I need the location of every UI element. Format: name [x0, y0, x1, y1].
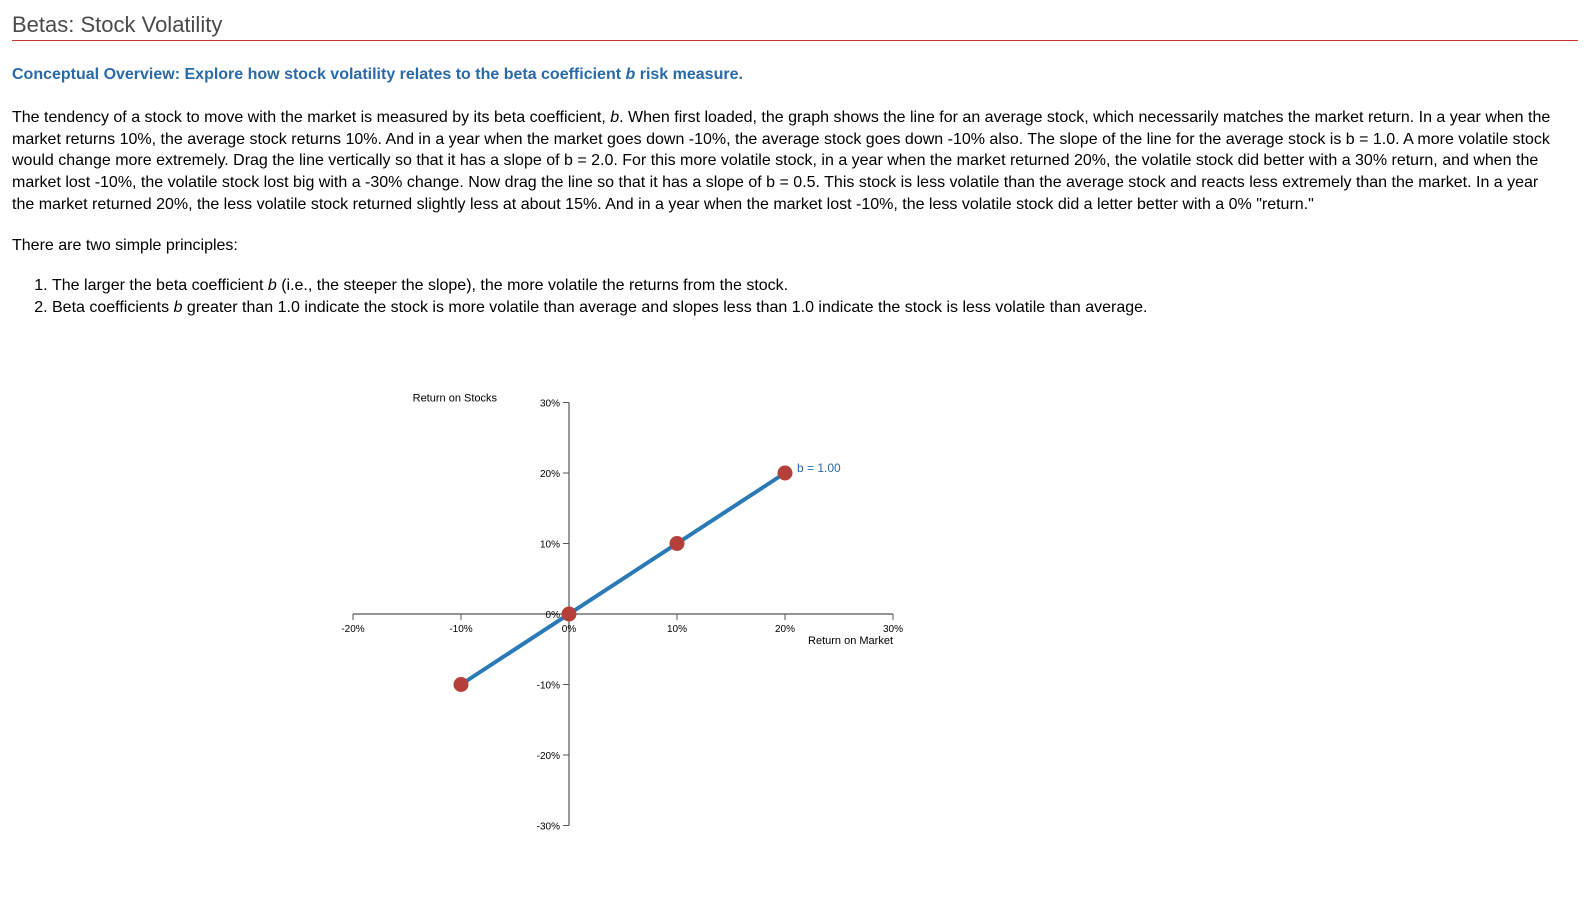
- intro-part2: . When first loaded, the graph shows the line for an average stock, which necessarily matches the market return. In a year when the market returns 10%, the average stock returns 10%. And in a year when the market goes down -10%, the average stock goes down -10% also. The slope of the line for the average stock is b = 1.0. A more volatile stock would change more extremely. Drag the line vertically so that it has a slope of b = 2.0. For this more volatile stock, in a year when the market returned 20%, the volatile stock did better with a 30% return, and when the market lost -10%, the volatile stock lost big with a -30% change. Now drag the line so that it has a slope of b = 0.5. This stock is less volatile than the average stock and reacts less extremely than the market. In a year the market returned 20%, the less volatile stock returned slightly less at about 15%. And in a year when the market lost -10%, the less volatile stock did a letter better with a 0% "return.": [12, 109, 1551, 213]
- beta-label: b = 1.00: [797, 461, 841, 475]
- axes: [341, 393, 903, 833]
- x-tick-label: 10%: [666, 624, 688, 635]
- drag-handle-point[interactable]: [562, 607, 577, 622]
- principle-before: The larger the beta coefficient: [52, 276, 268, 294]
- overview-symbol: b: [625, 66, 636, 83]
- y-tick-label: 0%: [545, 610, 560, 621]
- x-tick-label: -20%: [341, 624, 365, 635]
- x-tick-label: 0%: [561, 624, 577, 635]
- y-tick-label: -10%: [536, 680, 560, 692]
- principle-symbol: b: [267, 276, 277, 294]
- principles-lead: There are two simple principles:: [12, 236, 238, 254]
- overview-tail: risk measure.: [635, 66, 743, 83]
- drag-handle-point[interactable]: [454, 677, 469, 692]
- x-tick-label: 20%: [774, 624, 796, 635]
- y-tick-label: 10%: [539, 539, 560, 551]
- overview-lead: Conceptual Overview: Explore how stock volatility relates to the beta coefficient: [12, 66, 626, 83]
- principle-before: Beta coefficients: [52, 298, 174, 316]
- page-title: Betas: Stock Volatility: [12, 12, 1578, 41]
- y-tick-label: 30%: [539, 398, 560, 410]
- intro-symbol: b: [610, 109, 620, 126]
- drag-handle-point[interactable]: [670, 536, 685, 551]
- x-axis-title: Return on Market: [808, 635, 893, 647]
- intro-part1: The tendency of a stock to move with the market is measured by its beta coefficient,: [12, 109, 611, 126]
- beta-line[interactable]: [461, 473, 785, 685]
- drag-handle-point[interactable]: [778, 466, 793, 481]
- y-axis-title: Return on Stocks: [412, 392, 497, 405]
- x-axis-ticks: [341, 614, 903, 635]
- y-tick-label: -20%: [536, 751, 560, 762]
- principle-after: greater than 1.0 indicate the stock is more volatile than average and slopes less than 1.0 indicate the stock is less volatile than average.: [182, 298, 1148, 316]
- y-tick-label: -30%: [536, 821, 560, 833]
- x-tick-label: 30%: [882, 624, 904, 635]
- x-tick-label: -10%: [449, 624, 473, 635]
- principle-symbol: b: [173, 298, 183, 316]
- principle-after: (i.e., the steeper the slope), the more volatile the returns from the stock.: [276, 276, 789, 294]
- y-tick-label: 20%: [539, 469, 560, 480]
